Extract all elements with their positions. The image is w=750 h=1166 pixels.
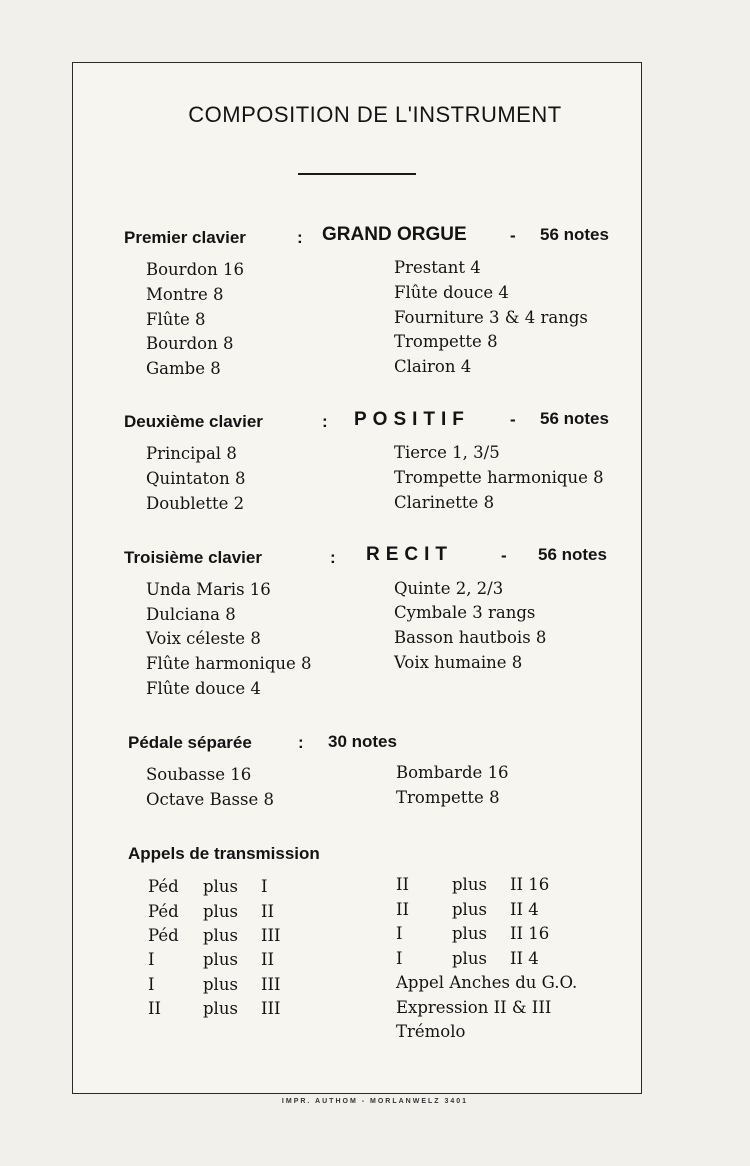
stop: Tierce 1, 3/5 (394, 443, 500, 462)
coupler-plus: plus (203, 902, 238, 921)
accessory: Trémolo (396, 1022, 466, 1041)
coupler-to: III (261, 975, 281, 994)
stop: Clairon 4 (394, 357, 472, 376)
coupler-to: II 4 (510, 949, 539, 968)
grand-orgue-notes: 56 notes (540, 225, 609, 244)
grand-orgue-name: GRAND ORGUE (322, 224, 467, 245)
coupler-from: I (396, 949, 403, 968)
printer-imprint: IMPR. AUTHOM - MORLANWELZ 3401 (281, 1098, 469, 1105)
grand-orgue-sep: : (297, 228, 303, 247)
title-underline (298, 173, 416, 175)
stop: Doublette 2 (146, 494, 245, 513)
appels-heading: Appels de transmission (128, 844, 320, 863)
grand-orgue-dash: - (510, 226, 516, 245)
stop: Bourdon 8 (146, 334, 234, 353)
coupler-to: I (261, 877, 268, 896)
stop: Prestant 4 (394, 258, 481, 277)
coupler-to: III (261, 926, 281, 945)
coupler-from: I (396, 924, 403, 943)
page-title: COMPOSITION DE L'INSTRUMENT (188, 102, 562, 127)
recit-name: RECIT (366, 544, 453, 565)
stop: Unda Maris 16 (146, 580, 271, 599)
pedale-sep: : (298, 733, 304, 752)
positif-sep: : (322, 412, 328, 431)
recit-dash: - (501, 546, 507, 565)
stop: Voix humaine 8 (394, 653, 523, 672)
stop: Quinte 2, 2/3 (394, 579, 504, 598)
stop: Flûte 8 (146, 310, 206, 329)
coupler-plus: plus (203, 926, 238, 945)
positif-notes: 56 notes (540, 409, 609, 428)
coupler-to: II (261, 902, 275, 921)
coupler-to: II (261, 950, 275, 969)
stop: Clarinette 8 (394, 493, 495, 512)
grand-orgue-keyboard: Premier clavier (124, 228, 246, 247)
coupler-to: II 16 (510, 924, 550, 943)
stop: Trompette 8 (396, 788, 500, 807)
stop: Gambe 8 (146, 359, 221, 378)
coupler-to: III (261, 999, 281, 1018)
positif-keyboard: Deuxième clavier (124, 412, 263, 431)
stop: Montre 8 (146, 285, 224, 304)
coupler-to: II 16 (510, 875, 550, 894)
stop: Trompette harmonique 8 (394, 468, 604, 487)
recit-notes: 56 notes (538, 545, 607, 564)
coupler-plus: plus (452, 875, 487, 894)
coupler-plus: plus (203, 975, 238, 994)
stop: Principal 8 (146, 444, 237, 463)
stop: Voix céleste 8 (146, 629, 261, 648)
stop: Quintaton 8 (146, 469, 246, 488)
coupler-from: Péd (148, 902, 179, 921)
coupler-plus: plus (452, 900, 487, 919)
coupler-from: Péd (148, 877, 179, 896)
coupler-to: II 4 (510, 900, 539, 919)
stop: Basson hautbois 8 (394, 628, 547, 647)
accessory: Appel Anches du G.O. (396, 973, 578, 992)
accessory: Expression II & III (396, 998, 552, 1017)
recit-sep: : (330, 548, 336, 567)
pedale-notes: 30 notes (328, 732, 397, 751)
coupler-plus: plus (203, 950, 238, 969)
coupler-plus: plus (203, 877, 238, 896)
stop: Flûte douce 4 (146, 679, 261, 698)
stop: Dulciana 8 (146, 605, 236, 624)
coupler-from: I (148, 950, 155, 969)
stop: Trompette 8 (394, 332, 498, 351)
stop: Bourdon 16 (146, 260, 244, 279)
stop: Cymbale 3 rangs (394, 603, 536, 622)
stop: Fourniture 3 & 4 rangs (394, 308, 588, 327)
stop: Soubasse 16 (146, 765, 252, 784)
coupler-from: II (148, 999, 162, 1018)
coupler-plus: plus (452, 924, 487, 943)
stop: Bombarde 16 (396, 763, 509, 782)
pedale-keyboard: Pédale séparée (128, 733, 252, 752)
coupler-from: II (396, 875, 410, 894)
stop: Octave Basse 8 (146, 790, 274, 809)
coupler-from: I (148, 975, 155, 994)
coupler-plus: plus (452, 949, 487, 968)
coupler-from: Péd (148, 926, 179, 945)
positif-dash: - (510, 410, 516, 429)
stop: Flûte harmonique 8 (146, 654, 312, 673)
recit-keyboard: Troisième clavier (124, 548, 262, 567)
coupler-from: II (396, 900, 410, 919)
stop: Flûte douce 4 (394, 283, 509, 302)
positif-name: POSITIF (354, 409, 470, 430)
coupler-plus: plus (203, 999, 238, 1018)
